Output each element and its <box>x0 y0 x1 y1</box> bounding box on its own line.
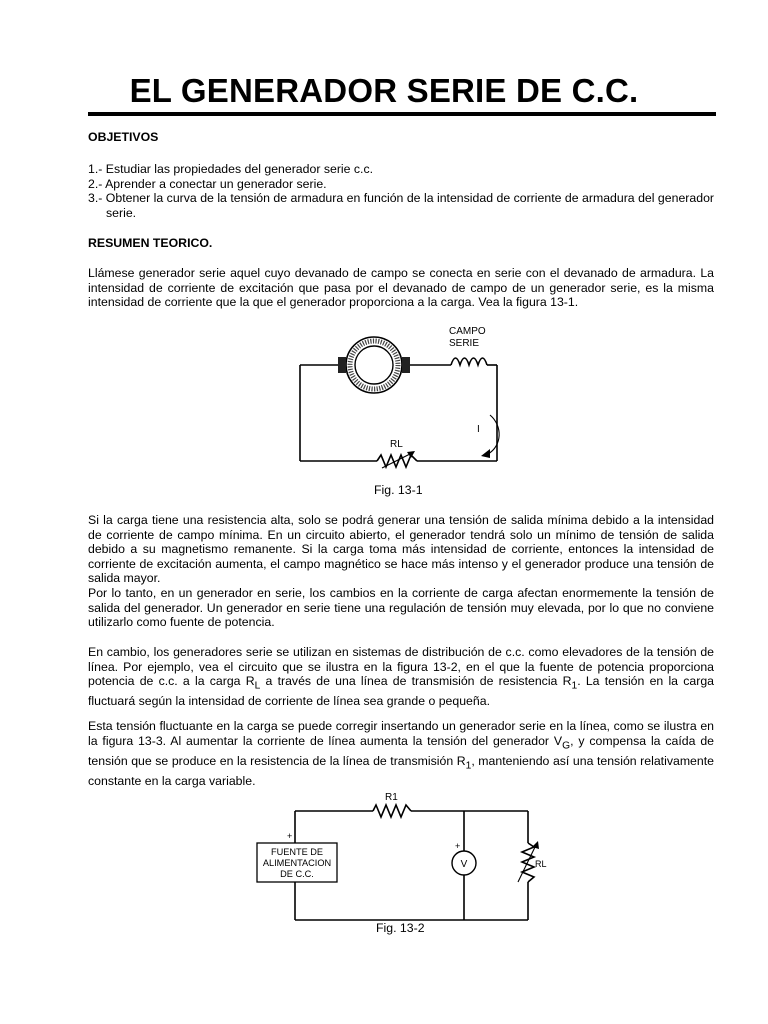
resumen-heading: RESUMEN TEORICO. <box>88 236 213 250</box>
field-coil-icon <box>451 358 487 365</box>
p5-part-a: Esta tensión fluctuante en la carga se puede corregir insertando un generador serie en la línea, como se ilustra en la figura 13-3. Al aumentar la corriente de línea aumenta la tensión del generador V <box>88 719 714 748</box>
p4-sub-1: 1 <box>571 680 578 692</box>
objetivo-item: 3.- Obtener la curva de la tensión de armadura en función de la intensidad de corriente de armadura del generador serie. <box>88 191 714 220</box>
p5-sub-g: G <box>562 740 571 752</box>
armature-icon <box>338 337 410 393</box>
p5-part-c: , manteniendo así una tensión relativamente constante en la carga variable. <box>88 753 714 788</box>
p5-part-b: , y compensa la caída de tensión que se produce en la resistencia de la línea de transmisión R <box>88 733 714 768</box>
load-label: RL <box>390 439 403 450</box>
figure-13-1 <box>280 322 520 472</box>
paragraph-4 <box>88 645 714 709</box>
voltmeter-label: V <box>460 859 468 870</box>
source-label-line3: DE C.C. <box>280 869 314 879</box>
meter-plus-label: + <box>455 841 461 851</box>
figure-13-2 <box>250 785 560 927</box>
objetivo-item: 2.- Aprender a conectar un generador serie. <box>88 176 327 191</box>
objetivos-list <box>88 162 714 220</box>
r1-resistor-icon <box>373 805 411 817</box>
source-plus-label: + <box>287 831 293 841</box>
paragraph-1: Llámese generador serie aquel cuyo devanado de campo se conecta en serie con el devanado de armadura. La intensidad de corriente de excitación que pasa por el devanado de campo de un generador serie, es la misma intensidad de corriente que la que el generador proporciona a la carga. Vea la figura 13-1. <box>88 266 714 310</box>
current-arrowhead-icon <box>481 449 490 458</box>
field-label-1: CAMPO <box>449 326 486 337</box>
title-underline <box>88 112 716 116</box>
objetivos-heading: OBJETIVOS <box>88 130 159 144</box>
paragraph-2: Si la carga tiene una resistencia alta, solo se podrá generar una tensión de salida mínima debido a la intensidad de corriente de campo mínima. En un circuito abierto, el generador tendrá solo un mínimo de tensión de salida debido a su magnetismo remanente. Si la carga toma más intensidad de corriente, entonces la intensidad de corriente de excitación aumenta, el campo magnético se hace más intenso y el generador produce una tensión de salida mayor. <box>88 513 714 586</box>
current-label: I <box>477 424 480 435</box>
source-label-line2: ALIMENTACION <box>262 858 332 868</box>
p4-part-c: . La tensión en la carga fluctuará según la intensidad de corriente de línea sea grande o pequeña. <box>88 674 714 709</box>
p4-part-a: En cambio, los generadores serie se utilizan en sistemas de distribución de c.c. como elevadores de la tensión de línea. Por ejemplo, vea el circuito que se ilustra en la figura 13-2, en el que la fuente de potencia proporciona potencia de c.c. a la carga R <box>88 645 714 689</box>
field-label-2: SERIE <box>449 338 480 349</box>
fig2-load-label: RL <box>535 859 547 869</box>
fig1-caption: Fig. 13-1 <box>374 483 423 497</box>
objetivo-item: 1.- Estudiar las propiedades del generador serie c.c. <box>88 162 374 176</box>
p5-sub-1: 1 <box>465 760 472 772</box>
page-title: EL GENERADOR SERIE DE C.C. <box>129 72 639 109</box>
p4-part-b: a través de una línea de transmisión de resistencia R <box>260 674 572 689</box>
source-label-line1: FUENTE DE <box>270 847 324 857</box>
r1-label: R1 <box>385 792 398 803</box>
paragraph-3: Por lo tanto, en un generador en serie, los cambios en la corriente de carga afectan enormemente la tensión de salida del generador. Un generador en serie tiene una regulación de tensión muy elevada, por lo que no conviene utilizarlo como fuente de potencia. <box>88 586 714 630</box>
paragraph-5 <box>88 719 714 788</box>
fig2-caption: Fig. 13-2 <box>376 921 425 935</box>
p4-sub-l: L <box>254 680 261 692</box>
